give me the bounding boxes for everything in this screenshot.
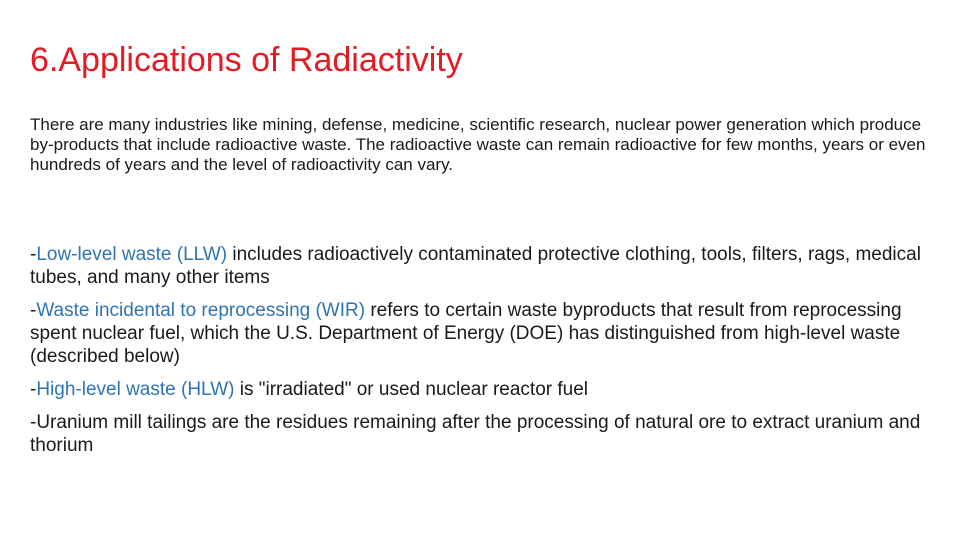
- list-item-hlw: [30, 378, 930, 401]
- list-item-wir: [30, 299, 930, 368]
- bullet-prefix: -: [30, 412, 37, 433]
- description-llw: includes radioactively contaminated protective clothing, tools, filters, rags, medical tubes, and many other items: [30, 244, 921, 288]
- term-hlw: High-level waste (HLW): [36, 379, 235, 400]
- term-llw: Low-level waste (LLW): [36, 244, 228, 265]
- description-wir: refers to certain waste byproducts that result from reprocessing spent nuclear fuel, which the U.S. Department of Energy (DOE) has distinguished from high-level waste (described below): [30, 300, 902, 367]
- list-item-llw: [30, 243, 930, 289]
- waste-types-list: [30, 243, 930, 457]
- description-mill-tailings: Uranium mill tailings are the residues remaining after the processing of natural ore to extract uranium and thorium: [30, 412, 921, 456]
- bullet-prefix: -: [30, 379, 37, 400]
- slide-title: 6.Applications of Radiactivity: [30, 41, 463, 79]
- intro-paragraph: There are many industries like mining, defense, medicine, scientific research, nuclear power generation which produce by-products that include radioactive waste. The radioactive waste can remain radioactive for few months, years or even hundreds of years and the level of radioactivity can vary.: [30, 115, 926, 174]
- description-hlw: is "irradiated" or used nuclear reactor fuel: [234, 379, 589, 400]
- term-wir: Waste incidental to reprocessing (WIR): [36, 300, 366, 321]
- bullet-prefix: -: [30, 300, 37, 321]
- list-item-mill-tailings: [30, 411, 930, 457]
- bullet-prefix: -: [30, 244, 37, 265]
